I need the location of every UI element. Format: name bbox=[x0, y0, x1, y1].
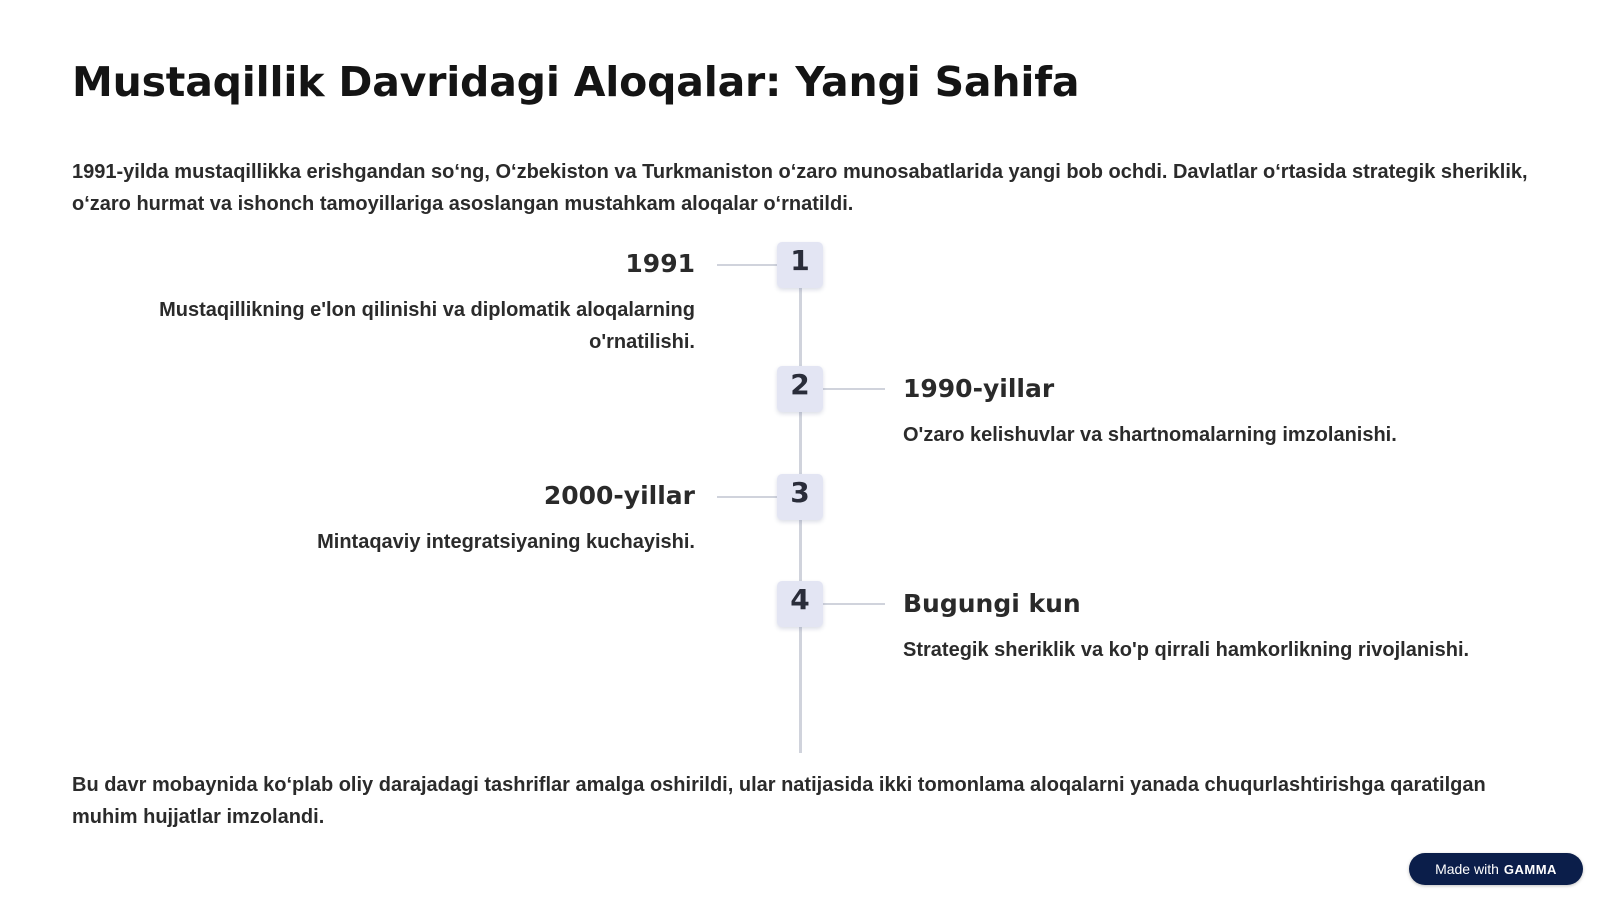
timeline-item bbox=[903, 373, 1563, 451]
step-number-badge: 3 bbox=[777, 474, 823, 520]
step-number-badge: 2 bbox=[777, 366, 823, 412]
timeline-item-title: 1990-yillar bbox=[903, 374, 1055, 403]
timeline-item-description: Mustaqillikning e'lon qilinishi va diplomatik aloqalarning o'rnatilishi. bbox=[159, 299, 695, 353]
step-number-badge: 1 bbox=[777, 242, 823, 288]
timeline-item-title: 1991 bbox=[625, 249, 695, 278]
timeline-item-description: Strategik sheriklik va ko'p qirrali hamkorlikning rivojlanishi. bbox=[903, 639, 1470, 661]
page-title: Mustaqillik Davridagi Aloqalar: Yangi Sahifa bbox=[72, 58, 1080, 106]
timeline-item bbox=[903, 588, 1563, 666]
timeline-item-description: Mintaqaviy integratsiyaning kuchayishi. bbox=[317, 531, 695, 553]
outro-paragraph: Bu davr mobaynida ko‘plab oliy darajadagi tashriflar amalga oshirildi, ular natijasida ikki tomonlama aloqalarni yanada chuqurlashtirishga qaratilgan muhim hujjatlar imzolandi. bbox=[72, 774, 1486, 828]
intro-paragraph: 1991-yilda mustaqillikka erishgandan so‘ng, O‘zbekiston va Turkmaniston o‘zaro munosabatlarida yangi bob ochdi. Davlatlar o‘rtasida strategik sheriklik, o‘zaro hurmat va ishonch tamoyillariga asoslangan mustahkam aloqalar o‘rnatildi. bbox=[72, 161, 1528, 215]
timeline-item-title: 2000-yillar bbox=[543, 481, 695, 510]
timeline-connector bbox=[717, 496, 779, 498]
timeline-item-description: O'zaro kelishuvlar va shartnomalarning imzolanishi. bbox=[903, 424, 1397, 446]
badge-prefix: Made with bbox=[1435, 861, 1499, 877]
timeline-connector bbox=[823, 603, 885, 605]
gamma-logo: GAMMA bbox=[1503, 861, 1557, 877]
timeline-item bbox=[130, 248, 695, 358]
made-with-gamma-badge[interactable] bbox=[1409, 853, 1583, 885]
timeline-item-title: Bugungi kun bbox=[903, 589, 1081, 618]
timeline-item bbox=[130, 480, 695, 558]
timeline-connector bbox=[717, 264, 779, 266]
step-number-badge: 4 bbox=[777, 581, 823, 627]
timeline-connector bbox=[823, 388, 885, 390]
